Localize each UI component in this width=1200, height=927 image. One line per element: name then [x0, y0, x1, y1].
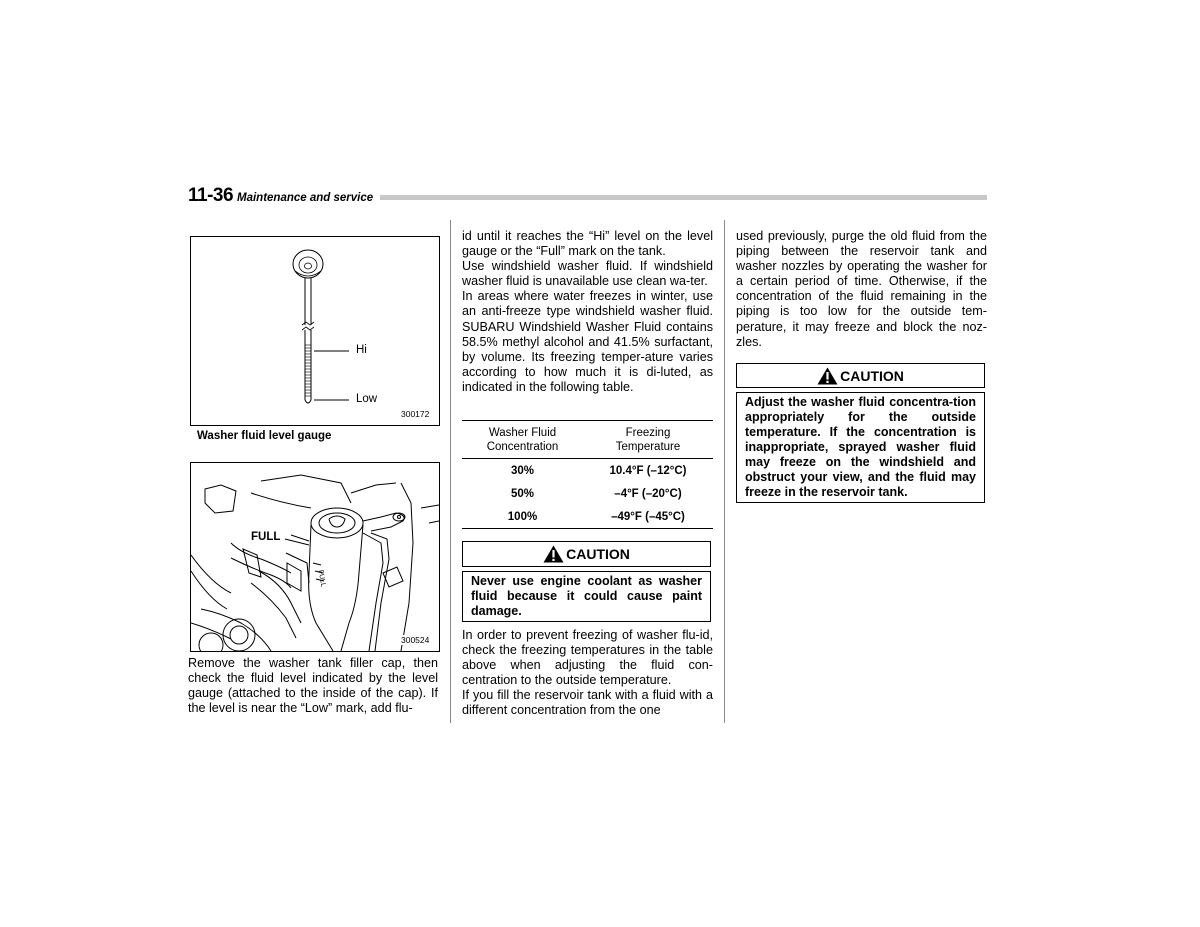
- paragraph: In order to prevent freezing of washer flu-id, check the freezing temperatures in the table above when adjusting the fluid con-centration to the outside temperature.: [462, 628, 713, 688]
- tank-mark-full: FULL: [316, 569, 327, 588]
- caution-title: CAUTION: [840, 367, 904, 384]
- paragraph: id until it reaches the “Hi” level on the level gauge or the “Full” mark on the tank.: [462, 229, 713, 259]
- header-line: Freezing: [625, 427, 671, 439]
- caution-title: CAUTION: [566, 546, 630, 562]
- cell-concentration: 30%: [510, 464, 534, 477]
- washer-tank-illustration: [191, 463, 439, 651]
- table-row: [462, 505, 713, 529]
- table-row: [462, 482, 713, 505]
- cell-temperature: –49°F (–45°C): [583, 505, 713, 529]
- table-header-concentration: [462, 421, 583, 459]
- figure-caption: Washer fluid level gauge: [197, 430, 332, 442]
- figure-level-gauge: [190, 236, 440, 426]
- figure-id: 300172: [401, 409, 430, 419]
- caution-text: Never use engine coolant as washer fluid because it could cause paint damage.: [471, 574, 702, 618]
- gauge-label-hi: Hi: [356, 344, 367, 356]
- page-number: 11-36: [188, 185, 234, 206]
- paragraph: Use windshield washer fluid. If windshield washer fluid is unavailable use clean wa-ter.: [462, 259, 713, 289]
- table-row: [462, 459, 713, 483]
- header-line: Concentration: [486, 441, 559, 453]
- header-line: Washer Fluid: [488, 427, 557, 439]
- column-3-text: [736, 229, 987, 350]
- column-divider: [724, 220, 725, 723]
- column-2-text-bottom: [462, 628, 713, 719]
- warning-triangle-icon: [543, 545, 564, 563]
- cell-temperature: –4°F (–20°C): [614, 487, 682, 500]
- caution-text: Adjust the washer fluid concentra-tion appropriately for the outside temperature. If the concentration is inappropriate, sprayed washer fluid may freeze on the windshield and obstruct your view, and the fluid may freeze in the reservoir tank.: [745, 395, 976, 499]
- caution-box-2: [736, 363, 985, 503]
- cell-concentration: 50%: [510, 487, 534, 500]
- paragraph: In areas where water freezes in winter, use an anti-freeze type windshield washer fluid. SUBARU Windshield Washer Fluid contains 58.5% methyl alcohol and 41.5% surfactant, by volume. Its freezing temper-ature varies according to how much it is di-luted, as indicated in the following table.: [462, 289, 713, 394]
- cell-concentration: 100%: [462, 505, 583, 529]
- freezing-temperature-table: [462, 420, 713, 529]
- paragraph: If you fill the reservoir tank with a fluid with a different concentration from the one: [462, 688, 713, 718]
- figure-id: 300524: [401, 635, 430, 645]
- level-gauge-illustration: [191, 237, 439, 425]
- gauge-label-low: Low: [356, 393, 378, 405]
- header-line: Temperature: [615, 441, 681, 453]
- cell-temperature: 10.4°F (–12°C): [609, 464, 687, 477]
- caution-body: [462, 571, 711, 622]
- caution-box-1: [462, 541, 711, 622]
- caution-header: [462, 541, 711, 567]
- table-header-temperature: [583, 421, 713, 459]
- caution-header: [736, 363, 985, 388]
- tank-label-full: FULL: [251, 531, 281, 543]
- figure-washer-tank: [190, 462, 440, 652]
- column-2-text-top: [462, 229, 713, 395]
- caution-body: [736, 392, 985, 503]
- column-divider: [450, 220, 451, 723]
- paragraph: Remove the washer tank filler cap, then check the fluid level indicated by the level gauge (attached to the inside of the cap). If the level is near the “Low” mark, add flu-: [188, 656, 438, 716]
- paragraph: used previously, purge the old fluid from the piping between the reservoir tank and washer nozzles by operating the washer for a certain period of time. Otherwise, if the concentration of the fluid remaining in the piping is too low for the outside tem-perature, it may freeze and block the noz-zles.: [736, 229, 987, 349]
- freezing-table-wrapper: [462, 420, 713, 529]
- header-rule: [380, 195, 987, 200]
- section-title: Maintenance and service: [237, 192, 374, 204]
- column-1-text: [188, 656, 438, 716]
- warning-triangle-icon: [817, 367, 838, 385]
